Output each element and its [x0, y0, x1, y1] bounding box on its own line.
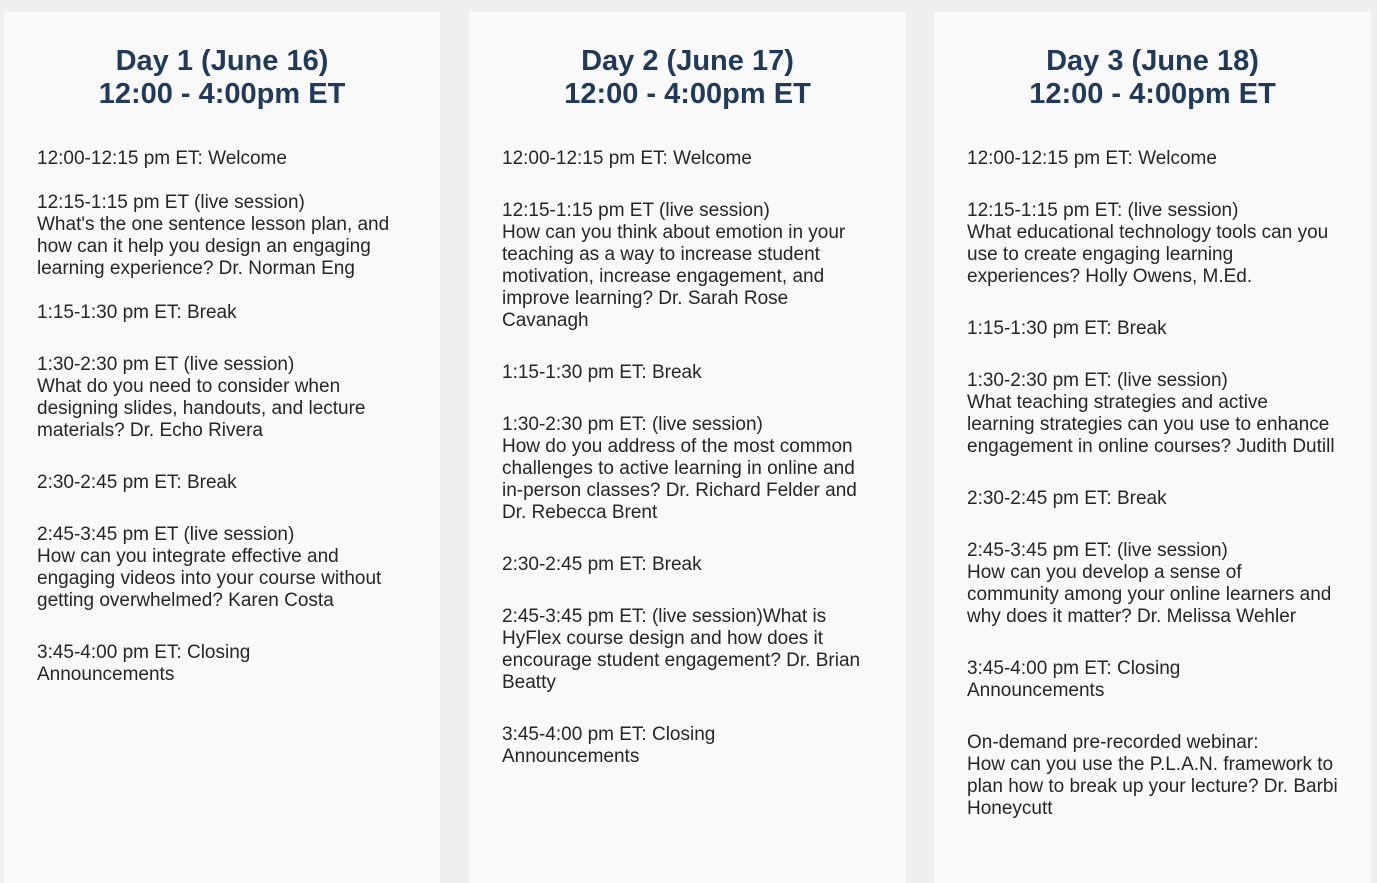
agenda-item-time: 1:15-1:30 pm ET: Break	[37, 302, 237, 323]
agenda-item	[37, 354, 407, 442]
agenda-item-time: 2:30-2:45 pm ET: Break	[37, 472, 237, 493]
agenda-item	[502, 724, 742, 768]
agenda-item-description: What teaching strategies and active learning strategies can you use to enhance engagement in online courses? Judith Dutill	[967, 392, 1335, 457]
day-1-title	[37, 45, 407, 111]
agenda-item-time: 1:15-1:30 pm ET: Break	[967, 318, 1167, 339]
agenda-item-description: How can you think about emotion in your teaching as a way to increase student motivation, increase engagement, and improve learning? Dr. Sarah Rose Cavanagh	[502, 222, 846, 331]
day-2-date: Day 2 (June 17)	[581, 45, 794, 77]
agenda-item	[37, 302, 407, 324]
agenda-item	[967, 732, 1338, 820]
day-3-title	[967, 45, 1338, 111]
agenda-item-time: 12:15-1:15 pm ET (live session)	[37, 192, 305, 213]
agenda-item-time: 1:30-2:30 pm ET (live session)	[37, 354, 295, 375]
day-3-time: 12:00 - 4:00pm ET	[1029, 78, 1276, 110]
agenda-item-time: 3:45-4:00 pm ET: Closing Announcements	[967, 658, 1181, 701]
day-3-date: Day 3 (June 18)	[1046, 45, 1259, 77]
agenda-item	[502, 362, 873, 384]
day-3-card	[934, 12, 1371, 883]
agenda-item-time: 1:30-2:30 pm ET: (live session)	[502, 414, 763, 435]
day-2-agenda	[502, 148, 873, 768]
day-1-agenda	[37, 148, 407, 686]
agenda-item	[502, 200, 873, 332]
agenda-item	[967, 200, 1338, 288]
agenda-item-description: How can you develop a sense of community among your online learners and why does it matter? Dr. Melissa Wehler	[967, 562, 1332, 627]
day-2-title	[502, 45, 873, 111]
agenda-item-time: 12:00-12:15 pm ET: Welcome	[502, 148, 752, 169]
agenda-item-description: How do you address of the most common challenges to active learning in online and in-person classes? Dr. Richard Felder and Dr. Rebecca Brent	[502, 436, 857, 523]
day-1-date: Day 1 (June 16)	[115, 45, 329, 77]
agenda-item-description: How can you use the P.L.A.N. framework to plan how to break up your lecture? Dr. Barbi Honeycutt	[967, 754, 1338, 819]
agenda-item	[967, 148, 1338, 170]
agenda-item-time: 2:45-3:45 pm ET (live session)	[37, 524, 295, 545]
agenda-item-time: 3:45-4:00 pm ET: Closing Announcements	[502, 724, 716, 767]
agenda-item-time: 12:15-1:15 pm ET: (live session)	[967, 200, 1239, 221]
agenda-item	[967, 318, 1338, 340]
agenda-item-time: 3:45-4:00 pm ET: Closing Announcements	[37, 642, 251, 685]
agenda-item	[37, 472, 407, 494]
day-2-time: 12:00 - 4:00pm ET	[564, 78, 811, 110]
agenda-item-time: 12:00-12:15 pm ET: Welcome	[967, 148, 1217, 169]
agenda-item-time: 1:30-2:30 pm ET: (live session)	[967, 370, 1228, 391]
agenda-item-description: How can you integrate effective and engaging videos into your course without getting overwhelmed? Karen Costa	[37, 546, 382, 611]
agenda-item	[967, 658, 1207, 702]
agenda-item-time: 12:00-12:15 pm ET: Welcome	[37, 148, 287, 169]
agenda-item-time: 2:30-2:45 pm ET: Break	[502, 554, 702, 575]
agenda-item	[502, 606, 873, 694]
agenda-item-time: 2:30-2:45 pm ET: Break	[967, 488, 1167, 509]
agenda-item	[967, 488, 1338, 510]
agenda-item-description: What educational technology tools can you use to create engaging learning experiences? Holly Owens, M.Ed.	[967, 222, 1329, 287]
agenda-item	[967, 370, 1338, 458]
day-3-agenda	[967, 148, 1338, 820]
agenda-item-time: On-demand pre-recorded webinar:	[967, 732, 1259, 753]
day-1-card	[4, 12, 440, 883]
agenda-item	[502, 554, 873, 576]
agenda-item-description: What's the one sentence lesson plan, and how can it help you design an engaging learning experience? Dr. Norman Eng	[37, 214, 390, 279]
agenda-item	[37, 524, 407, 612]
agenda-item-time: 1:15-1:30 pm ET: Break	[502, 362, 702, 383]
agenda-item	[37, 192, 407, 280]
agenda-item	[967, 540, 1338, 628]
agenda-item	[37, 642, 277, 686]
day-1-time: 12:00 - 4:00pm ET	[98, 78, 346, 110]
day-2-card	[469, 12, 906, 883]
agenda-item-time: 2:45-3:45 pm ET: (live session)	[967, 540, 1228, 561]
agenda-item-description: What do you need to consider when designing slides, handouts, and lecture materials? Dr. Echo Rivera	[37, 376, 366, 441]
agenda-item-time: 12:15-1:15 pm ET (live session)	[502, 200, 770, 221]
agenda-item	[502, 148, 873, 170]
agenda-item	[37, 148, 407, 170]
agenda-item-time: 2:45-3:45 pm ET: (live session)What is HyFlex course design and how does it encourage student engagement? Dr. Brian Beatty	[502, 606, 861, 693]
agenda-item	[502, 414, 873, 524]
